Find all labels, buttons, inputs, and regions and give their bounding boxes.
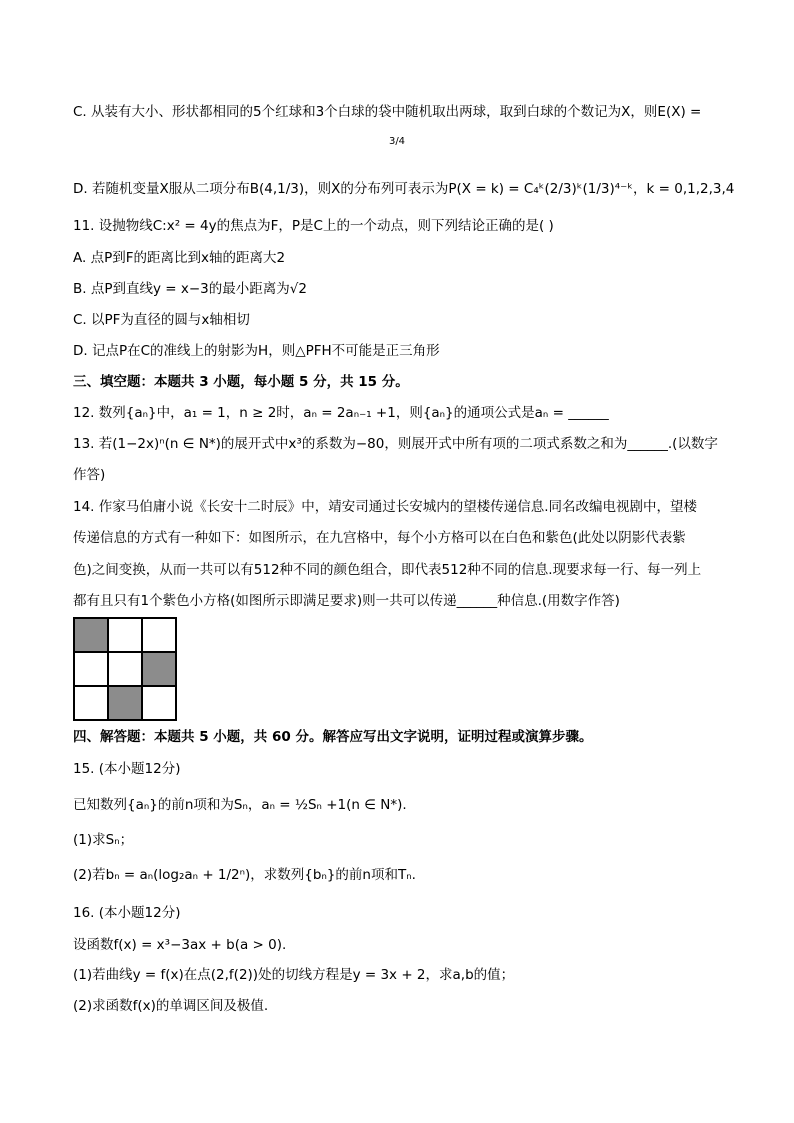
question-10-option-c-answer-fraction: 3/4 (388, 136, 406, 147)
question-11-stem: 11. 设抛物线C:x² = 4y的焦点为F，P是C上的一个动点，则下列结论正确的是( ) (73, 218, 554, 234)
question-14-line-3: 色)之间变换，从而一共可以有512种不同的颜色组合，即代表512种不同的信息.现要求每一行、每一列上 (73, 562, 702, 578)
question-13-line-1: 13. 若(1−2x)ⁿ(n ∈ N*)的展开式中x³的系数为−80，则展开式中所有项的二项式系数之和为______.(以数字 (73, 436, 718, 452)
grid-cell-white (108, 618, 142, 652)
question-16-stem: 设函数f(x) = x³−3ax + b(a > 0). (73, 937, 287, 953)
question-14-line-2: 传递信息的方式有一种如下：如图所示，在九宫格中，每个小方格可以在白色和紫色(此处以阴影代表紫 (73, 530, 686, 546)
section-3-heading: 三、填空题：本题共 3 小题，每小题 5 分，共 15 分。 (73, 374, 409, 390)
grid-cell-white (74, 652, 108, 686)
question-14-line-1: 14. 作家马伯庸小说《长安十二时辰》中，靖安司通过长安城内的望楼传递信息.同名改编电视剧中，望楼 (73, 499, 698, 515)
question-10-option-c: C. 从装有大小、形状都相同的5个红球和3个白球的袋中随机取出两球，取到白球的个数记为X，则E(X) = (73, 104, 702, 120)
question-11-option-c: C. 以PF为直径的圆与x轴相切 (73, 312, 250, 328)
grid-cell-white (108, 652, 142, 686)
question-12: 12. 数列{aₙ}中，a₁ = 1，n ≥ 2时，aₙ = 2aₙ₋₁ +1，则{aₙ}的通项公式是aₙ = ______ (73, 405, 609, 421)
grid-cell-white (74, 686, 108, 720)
grid-cell-shaded (108, 686, 142, 720)
question-13-line-2: 作答) (73, 467, 106, 483)
question-15-part-1: (1)求Sₙ； (73, 832, 134, 848)
question-11-option-d: D. 记点P在C的准线上的射影为H，则△PFH不可能是正三角形 (73, 343, 440, 359)
grid-cell-white (142, 618, 176, 652)
question-11-option-b: B. 点P到直线y = x−3的最小距离为√2 (73, 281, 307, 297)
nine-square-grid-figure (73, 617, 177, 721)
grid-cell-shaded (142, 652, 176, 686)
question-10-option-d: D. 若随机变量X服从二项分布B(4,1/3)，则X的分布列可表示为P(X = k) = C₄ᵏ(2/3)ᵏ(1/3)⁴⁻ᵏ，k = 0,1,2,3,4 (73, 181, 735, 197)
question-15-stem: 已知数列{aₙ}的前n项和为Sₙ，aₙ = ½Sₙ +1(n ∈ N*). (73, 797, 407, 813)
section-4-heading: 四、解答题：本题共 5 小题，共 60 分。解答应写出文字说明，证明过程或演算步骤。 (73, 729, 593, 745)
question-14-line-4: 都有且只有1个紫色小方格(如图所示即满足要求)则一共可以传递______种信息.(用数字作答) (73, 593, 620, 609)
question-16-title: 16. (本小题12分) (73, 905, 181, 921)
question-11-option-a: A. 点P到F的距离比到x轴的距离大2 (73, 250, 286, 266)
question-15-title: 15. (本小题12分) (73, 761, 181, 777)
question-16-part-1: (1)若曲线y = f(x)在点(2,f(2))处的切线方程是y = 3x + 2，求a,b的值； (73, 967, 515, 983)
question-15-part-2: (2)若bₙ = aₙ(log₂aₙ + 1/2ⁿ)，求数列{bₙ}的前n项和Tₙ. (73, 867, 416, 883)
grid-cell-white (142, 686, 176, 720)
question-16-part-2: (2)求函数f(x)的单调区间及极值. (73, 998, 269, 1014)
grid-cell-shaded (74, 618, 108, 652)
